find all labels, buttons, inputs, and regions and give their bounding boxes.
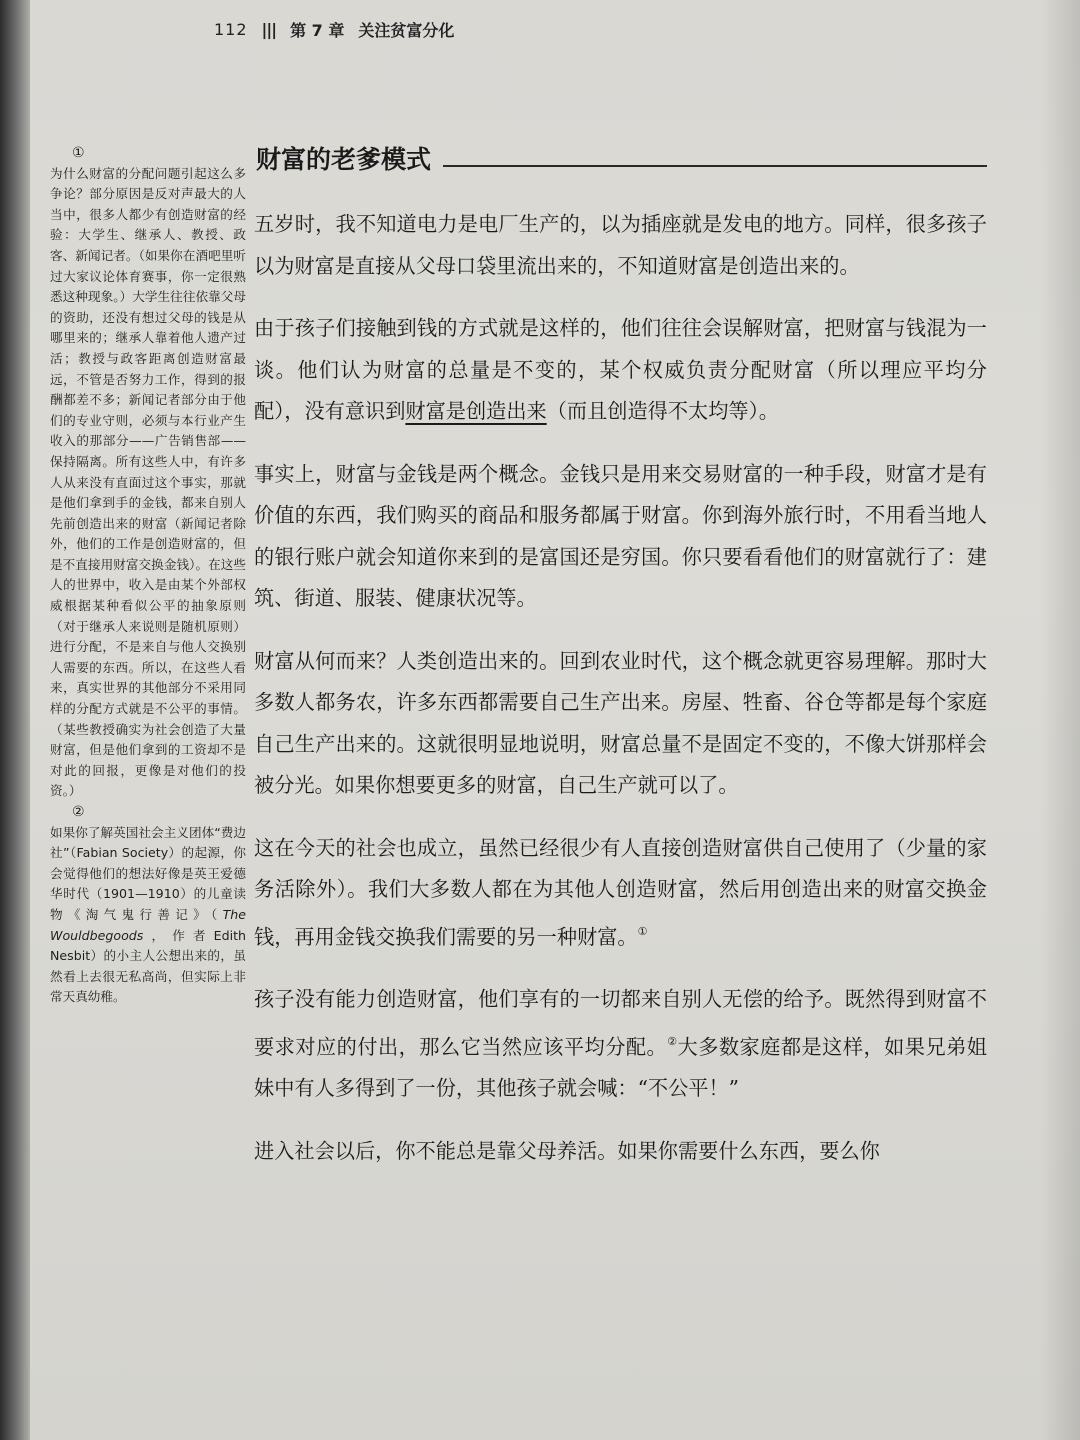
paragraph-7: 进入社会以后，你不能总是靠父母养活。如果你需要什么东西，要么你 xyxy=(254,1138,880,1163)
page-edge-shadow xyxy=(1040,0,1080,1440)
paragraph-4: 财富从何而来？人类创造出来的。回到农业时代，这个概念就更容易理解。那时大多数人都务农，许多东西都需要自己生产出来。房屋、牲畜、谷仓等都是每个家庭自己生产出来的。这就很明显地说明，财富总量不是固定不变的，不像大饼那样会被分光。如果你想要更多的财富，自己生产就可以了。 xyxy=(254,648,987,797)
paragraph-6-b: 大多数家庭都是这样，如果兄弟姐妹中有人多得到了一份，其他孩子就会喊：“不公平！” xyxy=(254,1034,987,1100)
paragraph-3: 事实上，财富与金钱是两个概念。金钱只是用来交易财富的一种手段，财富才是有价值的东西，我们购买的商品和服务都属于财富。你到海外旅行时，不用看当地人的银行账户就会知道你来到的是富国还是穷国。你只要看看他们的财富就行了：建筑、街道、服装、健康状况等。 xyxy=(254,461,987,610)
note-2-text-a: 如果你了解英国社会主义团体“费边社”（Fabian Society）的起源，你会觉得他们的想法好像是英王爱德华时代（1901—1910）的儿童读物《淘气鬼行善记》（ xyxy=(50,824,246,922)
book-page xyxy=(30,0,1080,1440)
footnote-ref-1: ① xyxy=(637,924,648,938)
note-2-text-b: ，作者Edith Nesbit）的小主人公想出来的，虽然看上去很无私高尚，但实际上非常天真幼稚。 xyxy=(50,927,246,1005)
sidebar-notes xyxy=(50,143,246,1008)
section-title: 财富的老爹模式 xyxy=(256,145,432,174)
section-heading xyxy=(256,140,987,176)
title-rule xyxy=(443,165,987,167)
header-separator: ||| xyxy=(261,20,277,39)
underlined-phrase: 财富是创造出来 xyxy=(405,399,547,423)
main-text xyxy=(242,140,987,1193)
chapter-title: 关注贫富分化 xyxy=(358,21,455,40)
paragraph-2-a: 由于孩子们接触到钱的方式就是这样的，他们往往会误解财富，把财富与钱混为一谈。他们认为财富的总量是不变的，某个权威负责分配财富（所以理应平均分配），没有意识到 xyxy=(254,316,987,423)
running-header xyxy=(214,18,454,41)
paragraph-2-b: （而且创造得不太均等）。 xyxy=(546,399,779,423)
note-1-marker: ① xyxy=(72,145,85,161)
note-2-book-title: The Wouldbegoods xyxy=(50,906,246,943)
note-2-marker: ② xyxy=(72,804,85,820)
chapter-label: 第 7 章 xyxy=(290,21,345,40)
page-number: 112 xyxy=(214,20,248,39)
paragraph-5 xyxy=(254,828,987,959)
paragraph-2 xyxy=(254,308,987,433)
paragraph-6-a: 孩子没有能力创造财富，他们享有的一切都来自别人无偿的给予。既然得到财富不要求对应的付出，那么它当然应该平均分配。 xyxy=(254,987,987,1059)
note-2-text xyxy=(50,823,246,1008)
note-1-text: 为什么财富的分配问题引起这么多争论？部分原因是反对声最大的人当中，很多人都少有创造财富的经验：大学生、继承人、教授、政客、新闻记者。（如果你在酒吧里听过大家议论体育赛事，你一定很熟悉这种现象。）大学生往往依靠父母的资助，还没有想过父母的钱是从哪里来的；继承人靠着他人遗产过活；教授与政客距离创造财富最远，不管是否努力工作，得到的报酬都差不多；新闻记者部分由于他们的专业守则，必须与本行业产生收入的那部分——广告销售部——保持隔离。所有这些人中，有许多人从来没有直面过这个事实，那就是他们拿到手的金钱，都来自别人先前创造出来的财富（新闻记者除外，他们的工作是创造财富的，但是不直接用财富交换金钱）。在这些人的世界中，收入是由某个外部权威根据某种看似公平的抽象原则（对于继承人来说则是随机原则）进行分配，不是来自与他人交换别人需要的东西。所以，在这些人看来，真实世界的其他部分不采用同样的分配方式就是不公平的事情。（某些教授确实为社会创造了大量财富，但是他们拿到的工资却不是对此的回报，更像是对他们的投资。） xyxy=(50,165,246,799)
paragraph-6 xyxy=(254,979,987,1110)
footnote-ref-2: ② xyxy=(667,1034,678,1048)
paragraph-5-text: 这在今天的社会也成立，虽然已经很少有人直接创造财富供自己使用了（少量的家务活除外）。我们大多数人都在为其他人创造财富，然后用创造出来的财富交换金钱，再用金钱交换我们需要的另一种财富。 xyxy=(254,835,987,949)
paragraph-1: 五岁时，我不知道电力是电厂生产的，以为插座就是发电的地方。同样，很多孩子以为财富是直接从父母口袋里流出来的，不知道财富是创造出来的。 xyxy=(254,212,987,278)
